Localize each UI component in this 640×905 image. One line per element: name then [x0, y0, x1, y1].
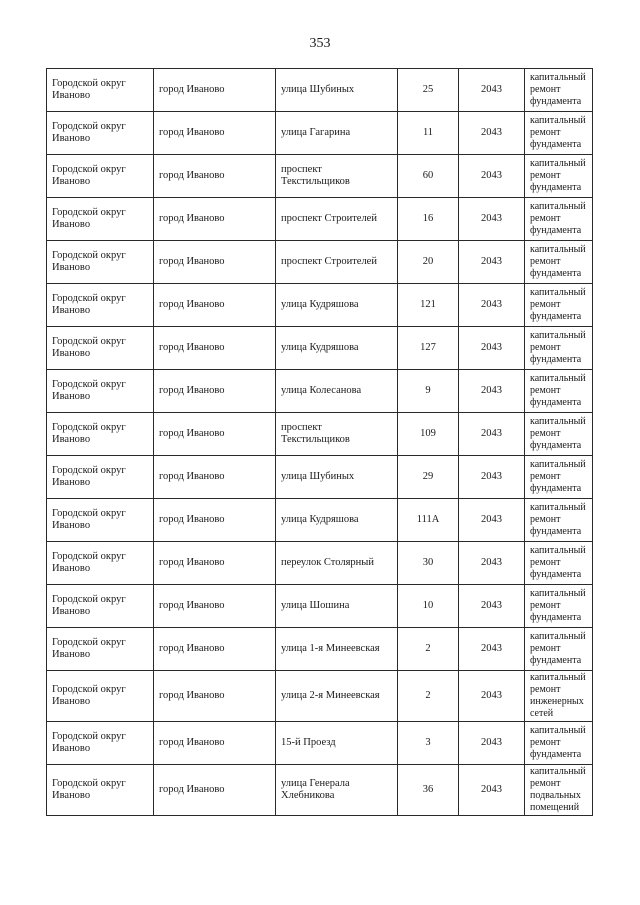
city-cell: город Иваново	[154, 765, 276, 816]
street-cell: улица Гагарина	[276, 112, 398, 155]
district-cell: Городской округ Иваново	[47, 198, 154, 241]
table-row	[47, 69, 593, 112]
street-cell: улица Колесанова	[276, 370, 398, 413]
work-type-cell: капитальный ремонт фундамента	[525, 370, 593, 413]
city-cell: город Иваново	[154, 456, 276, 499]
work-type-cell: капитальный ремонт фундамента	[525, 542, 593, 585]
city-cell: город Иваново	[154, 284, 276, 327]
table-row	[47, 456, 593, 499]
year-cell: 2043	[459, 542, 525, 585]
district-cell: Городской округ Иваново	[47, 585, 154, 628]
work-type-cell: капитальный ремонт фундамента	[525, 69, 593, 112]
table-row	[47, 198, 593, 241]
city-cell: город Иваново	[154, 628, 276, 671]
table-row	[47, 370, 593, 413]
house-number-cell: 16	[398, 198, 459, 241]
year-cell: 2043	[459, 765, 525, 816]
street-cell: проспект Строителей	[276, 241, 398, 284]
city-cell: город Иваново	[154, 671, 276, 722]
records-table	[46, 68, 593, 816]
house-number-cell: 20	[398, 241, 459, 284]
year-cell: 2043	[459, 722, 525, 765]
house-number-cell: 3	[398, 722, 459, 765]
house-number-cell: 11	[398, 112, 459, 155]
table-row	[47, 628, 593, 671]
year-cell: 2043	[459, 198, 525, 241]
street-cell: проспект Текстильщиков	[276, 413, 398, 456]
house-number-cell: 60	[398, 155, 459, 198]
street-cell: улица 1-я Минеевская	[276, 628, 398, 671]
year-cell: 2043	[459, 327, 525, 370]
street-cell: 15-й Проезд	[276, 722, 398, 765]
house-number-cell: 109	[398, 413, 459, 456]
city-cell: город Иваново	[154, 241, 276, 284]
year-cell: 2043	[459, 370, 525, 413]
table-row	[47, 499, 593, 542]
city-cell: город Иваново	[154, 155, 276, 198]
table-row	[47, 284, 593, 327]
city-cell: город Иваново	[154, 413, 276, 456]
year-cell: 2043	[459, 671, 525, 722]
work-type-cell: капитальный ремонт фундамента	[525, 413, 593, 456]
city-cell: город Иваново	[154, 722, 276, 765]
table-row	[47, 112, 593, 155]
street-cell: улица Шубиных	[276, 69, 398, 112]
city-cell: город Иваново	[154, 112, 276, 155]
table-row	[47, 765, 593, 816]
year-cell: 2043	[459, 155, 525, 198]
district-cell: Городской округ Иваново	[47, 456, 154, 499]
table-row	[47, 722, 593, 765]
district-cell: Городской округ Иваново	[47, 765, 154, 816]
page-number: 353	[309, 36, 331, 51]
city-cell: город Иваново	[154, 585, 276, 628]
district-cell: Городской округ Иваново	[47, 241, 154, 284]
district-cell: Городской округ Иваново	[47, 671, 154, 722]
records-table-body	[47, 69, 593, 816]
work-type-cell: капитальный ремонт инженерных сетей	[525, 671, 593, 722]
table-row	[47, 542, 593, 585]
house-number-cell: 2	[398, 628, 459, 671]
city-cell: город Иваново	[154, 327, 276, 370]
year-cell: 2043	[459, 628, 525, 671]
year-cell: 2043	[459, 413, 525, 456]
house-number-cell: 10	[398, 585, 459, 628]
house-number-cell: 127	[398, 327, 459, 370]
work-type-cell: капитальный ремонт фундамента	[525, 155, 593, 198]
city-cell: город Иваново	[154, 499, 276, 542]
district-cell: Городской округ Иваново	[47, 69, 154, 112]
year-cell: 2043	[459, 284, 525, 327]
house-number-cell: 9	[398, 370, 459, 413]
house-number-cell: 29	[398, 456, 459, 499]
district-cell: Городской округ Иваново	[47, 542, 154, 585]
year-cell: 2043	[459, 456, 525, 499]
work-type-cell: капитальный ремонт фундамента	[525, 241, 593, 284]
street-cell: проспект Текстильщиков	[276, 155, 398, 198]
street-cell: проспект Строителей	[276, 198, 398, 241]
city-cell: город Иваново	[154, 370, 276, 413]
work-type-cell: капитальный ремонт фундамента	[525, 628, 593, 671]
street-cell: улица Шошина	[276, 585, 398, 628]
house-number-cell: 36	[398, 765, 459, 816]
house-number-cell: 25	[398, 69, 459, 112]
year-cell: 2043	[459, 585, 525, 628]
street-cell: переулок Столярный	[276, 542, 398, 585]
street-cell: улица Шубиных	[276, 456, 398, 499]
table-row	[47, 155, 593, 198]
street-cell: улица Кудряшова	[276, 327, 398, 370]
district-cell: Городской округ Иваново	[47, 112, 154, 155]
table-row	[47, 413, 593, 456]
street-cell: улица 2-я Минеевская	[276, 671, 398, 722]
city-cell: город Иваново	[154, 198, 276, 241]
table-row	[47, 671, 593, 722]
year-cell: 2043	[459, 69, 525, 112]
work-type-cell: капитальный ремонт фундамента	[525, 327, 593, 370]
street-cell: улица Кудряшова	[276, 284, 398, 327]
district-cell: Городской округ Иваново	[47, 284, 154, 327]
district-cell: Городской округ Иваново	[47, 370, 154, 413]
city-cell: город Иваново	[154, 542, 276, 585]
work-type-cell: капитальный ремонт фундамента	[525, 456, 593, 499]
work-type-cell: капитальный ремонт фундамента	[525, 722, 593, 765]
city-cell: город Иваново	[154, 69, 276, 112]
work-type-cell: капитальный ремонт фундамента	[525, 284, 593, 327]
work-type-cell: капитальный ремонт фундамента	[525, 585, 593, 628]
street-cell: улица Генерала Хлебникова	[276, 765, 398, 816]
house-number-cell: 121	[398, 284, 459, 327]
work-type-cell: капитальный ремонт фундамента	[525, 112, 593, 155]
year-cell: 2043	[459, 112, 525, 155]
table-row	[47, 585, 593, 628]
house-number-cell: 111А	[398, 499, 459, 542]
table-row	[47, 241, 593, 284]
street-cell: улица Кудряшова	[276, 499, 398, 542]
district-cell: Городской округ Иваново	[47, 499, 154, 542]
work-type-cell: капитальный ремонт фундамента	[525, 499, 593, 542]
district-cell: Городской округ Иваново	[47, 722, 154, 765]
district-cell: Городской округ Иваново	[47, 413, 154, 456]
year-cell: 2043	[459, 241, 525, 284]
district-cell: Городской округ Иваново	[47, 628, 154, 671]
house-number-cell: 30	[398, 542, 459, 585]
table-row	[47, 327, 593, 370]
work-type-cell: капитальный ремонт фундамента	[525, 198, 593, 241]
year-cell: 2043	[459, 499, 525, 542]
district-cell: Городской округ Иваново	[47, 327, 154, 370]
district-cell: Городской округ Иваново	[47, 155, 154, 198]
work-type-cell: капитальный ремонт подвальных помещений	[525, 765, 593, 816]
house-number-cell: 2	[398, 671, 459, 722]
